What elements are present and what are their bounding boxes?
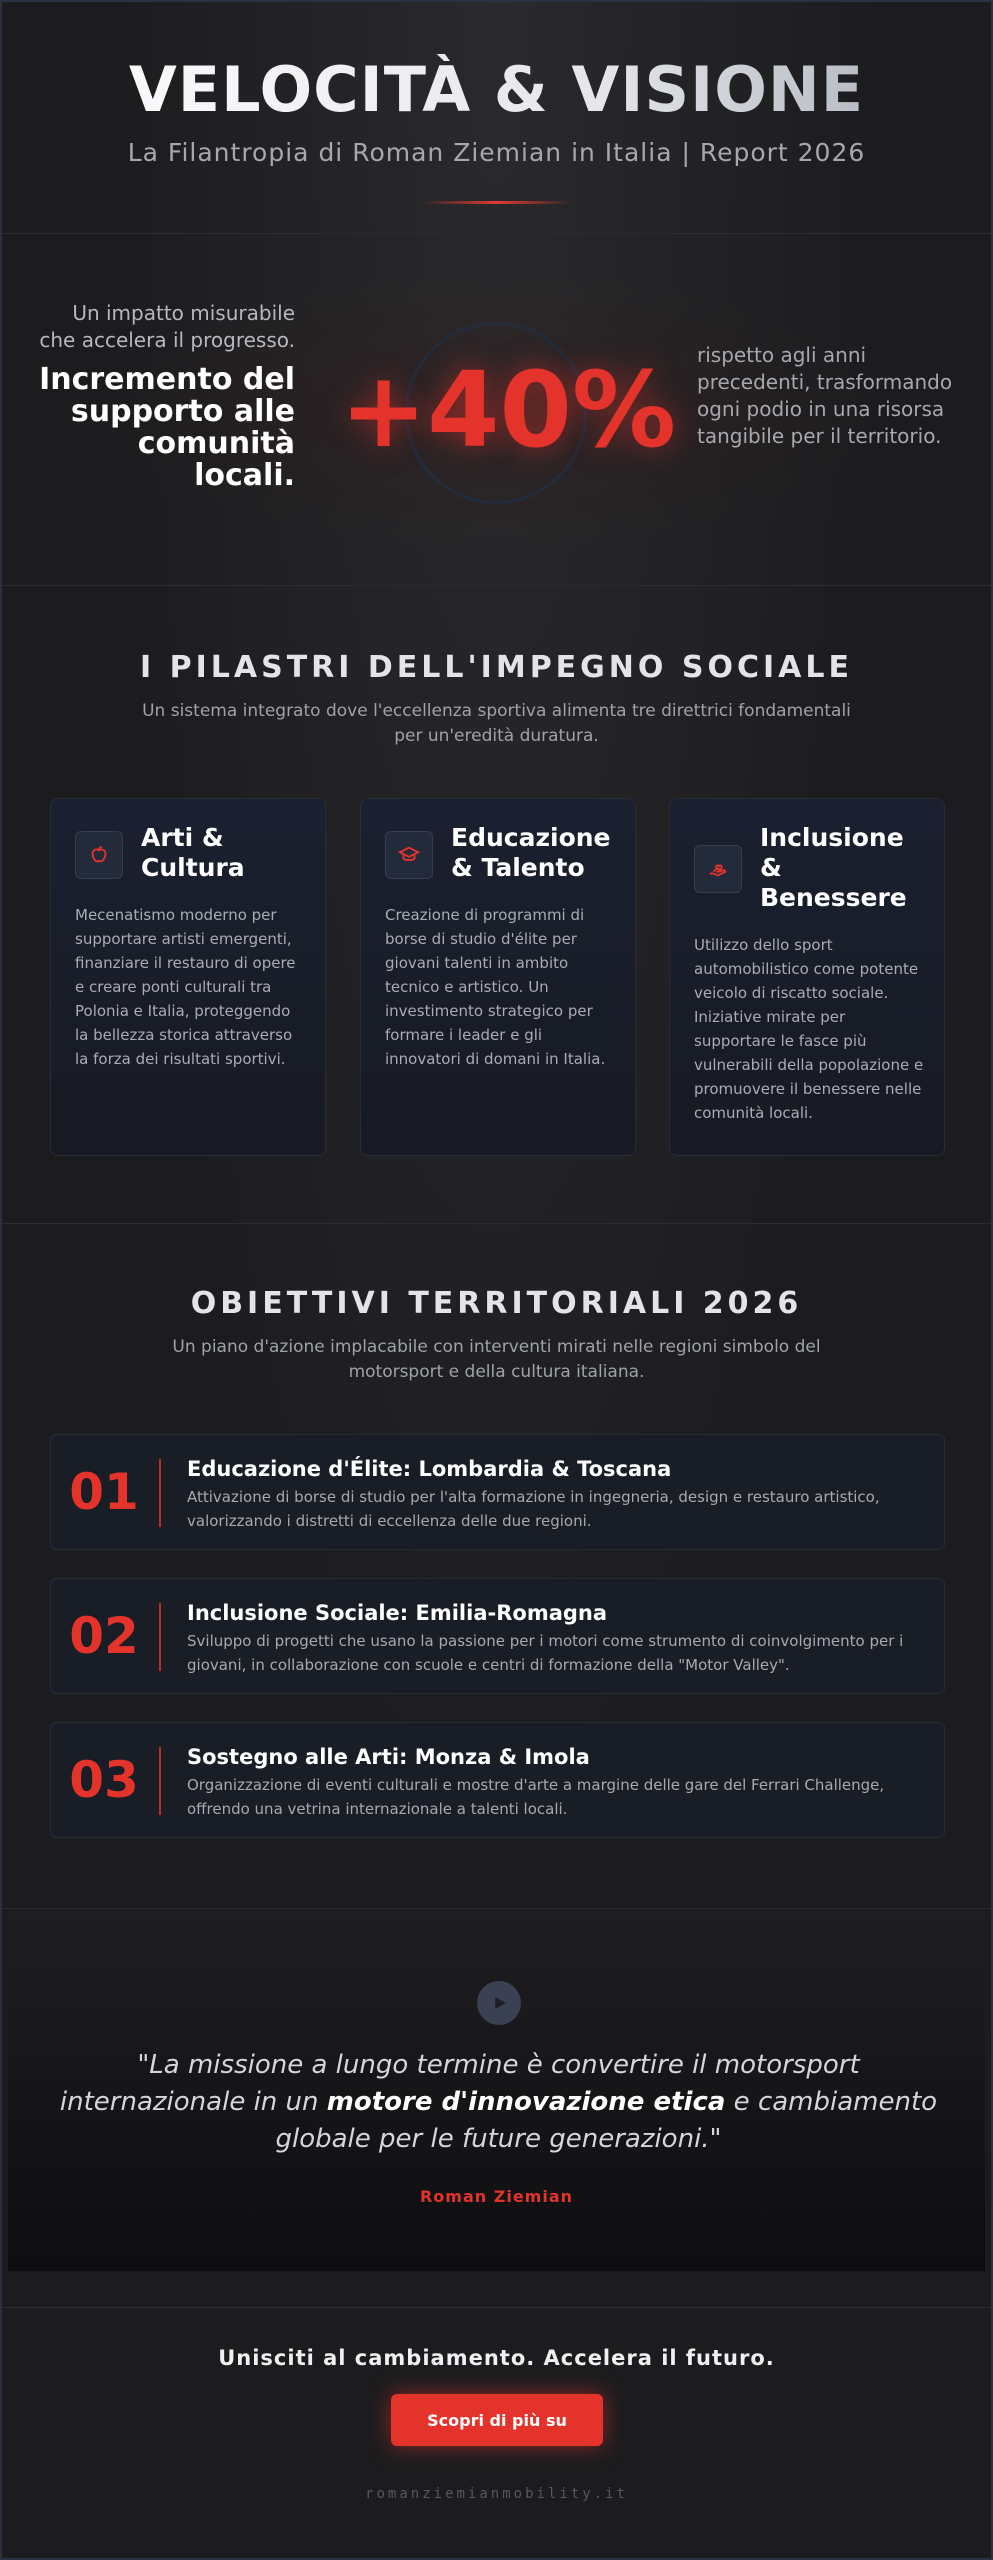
pillar-card-education xyxy=(360,798,636,1156)
page-title: VELOCITÀ & VISIONE xyxy=(2,54,991,126)
quote-text xyxy=(58,2047,939,2158)
pillar-card-title: Educazione & Talento xyxy=(451,823,611,882)
objective-item xyxy=(50,1434,945,1550)
objective-divider xyxy=(159,1603,161,1671)
objective-title: Educazione d'Élite: Lombardia & Toscana xyxy=(187,1457,672,1481)
pillar-card-text: Creazione di programmi di borse di studio d'élite per giovani talenti in ambito tecnico e artistico. Un investimento strategico per formare i leader e gli innovatori di domani in Italia. xyxy=(385,906,606,1068)
quote-text-after: e cambiamento globale per le future generazioni." xyxy=(275,2087,938,2154)
impact-stat-section xyxy=(2,234,991,586)
pillar-card-text: Mecenatismo moderno per supportare artisti emergenti, finanziare il restauro di opere e creare ponti culturali tra Polonia e Italia, proteggendo la bellezza storica attraverso la forza dei risultati sportivi. xyxy=(75,906,296,1068)
objective-text: Organizzazione di eventi culturali e mostre d'arte a margine delle gare del Ferrari Challenge, offrendo una vetrina internazionale a talenti locali. xyxy=(187,1776,885,1818)
objective-text: Sviluppo di progetti che usano la passione per i motori come strumento di coinvolgimento per i giovani, in collaborazione con scuole e centri di formazione della "Motor Valley". xyxy=(187,1632,904,1674)
learn-more-button[interactable]: Scopri di più su xyxy=(391,2394,603,2446)
objectives-section xyxy=(2,1224,991,1909)
cta-heading: Unisciti al cambiamento. Accelera il futuro. xyxy=(218,2346,775,2370)
objective-item xyxy=(50,1722,945,1838)
quote-text-before: "La missione a lungo termine è convertire il motorsport internazionale in un xyxy=(59,2050,860,2117)
pillar-card-inclusion xyxy=(669,798,945,1156)
pillar-card-text: Utilizzo dello sport automobilistico come potente veicolo di riscatto sociale. Iniziative mirate per supportare le fasce più vulnerabili della popolazione e promuovere il benessere nelle comunità locali. xyxy=(694,936,924,1122)
stat-value: +40% xyxy=(340,349,677,471)
stat-left-column xyxy=(35,300,295,492)
helping-hand-icon xyxy=(694,845,742,893)
stat-intro: Un impatto misurabile che accelera il progresso. xyxy=(39,301,295,352)
objective-title: Inclusione Sociale: Emilia-Romagna xyxy=(187,1601,608,1625)
objective-item xyxy=(50,1578,945,1694)
objective-divider xyxy=(159,1747,161,1815)
header-divider xyxy=(422,201,572,204)
quote-emphasis: motore d'innovazione etica xyxy=(326,2087,726,2117)
pillars-title: I PILASTRI DELL'IMPEGNO SOCIALE xyxy=(140,650,853,685)
quote-author: Roman Ziemian xyxy=(419,2187,574,2206)
pillar-card-title: Inclusione & Benessere xyxy=(760,823,907,912)
apple-icon xyxy=(75,831,123,879)
objective-divider xyxy=(159,1459,161,1527)
objectives-title: OBIETTIVI TERRITORIALI 2026 xyxy=(190,1286,803,1321)
page-subtitle: La Filantropia di Roman Ziemian in Italia | Report 2026 xyxy=(127,138,866,167)
pillars-section xyxy=(2,586,991,1224)
quote-section xyxy=(8,1909,985,2271)
stat-headline: Incremento del supporto alle comunità locali. xyxy=(39,362,295,493)
pillar-cards xyxy=(50,798,945,1156)
website-url[interactable]: romanziemianmobility.it xyxy=(365,2486,628,2502)
objective-number: 02 xyxy=(69,1607,139,1665)
objectives-description: Un piano d'azione implacabile con interventi mirati nelle regioni simbolo del motorsport e della cultura italiana. xyxy=(172,1337,821,1382)
pillar-card-title: Arti & Cultura xyxy=(141,823,245,882)
play-icon[interactable] xyxy=(477,1981,521,2025)
cta-section xyxy=(2,2307,991,2560)
stat-description: rispetto agli anni precedenti, trasformando ogni podio in una risorsa tangibile per il territorio. xyxy=(697,343,953,448)
graduation-cap-icon xyxy=(385,831,433,879)
objective-number: 01 xyxy=(69,1463,139,1521)
objective-title: Sostegno alle Arti: Monza & Imola xyxy=(187,1745,590,1769)
header xyxy=(2,2,991,234)
pillar-card-arts xyxy=(50,798,326,1156)
objective-text: Attivazione di borse di studio per l'alta formazione in ingegneria, design e restauro artistico, valorizzando i distretti di eccellenza delle due regioni. xyxy=(187,1488,880,1530)
objective-number: 03 xyxy=(69,1751,139,1809)
pillars-description: Un sistema integrato dove l'eccellenza sportiva alimenta tre direttrici fondamentali per un'eredità duratura. xyxy=(142,701,851,746)
